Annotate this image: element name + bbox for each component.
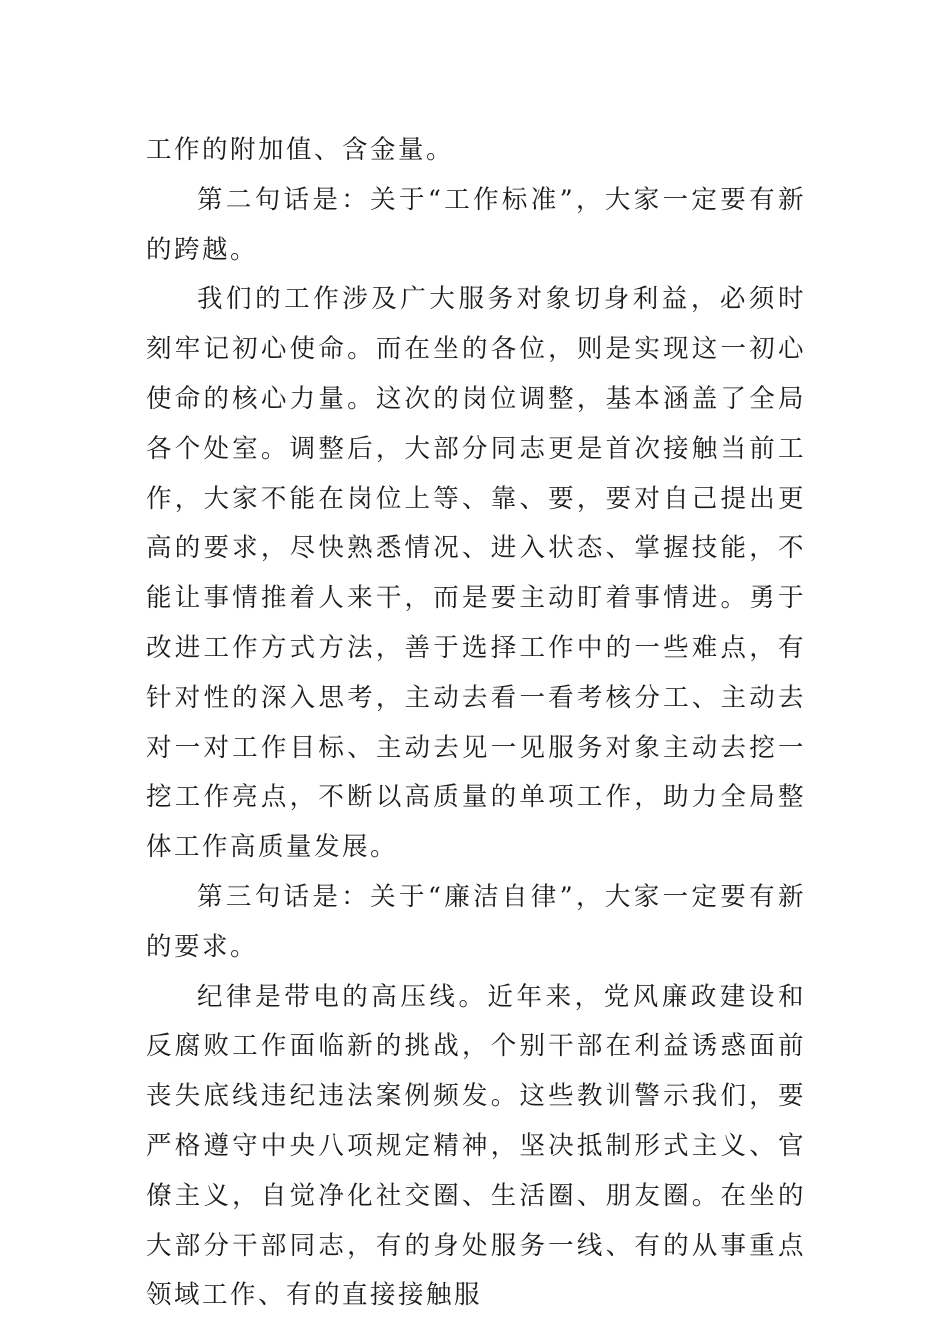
paragraph-4: 第三句话是：关于“廉洁自律”，大家一定要有新的要求。 bbox=[146, 881, 806, 962]
paragraph-5: 纪律是带电的高压线。近年来，党风廉政建设和反腐败工作面临新的挑战，个别干部在利益诱惑面前丧失底线违纪违法案例频发。这些教训警示我们，要严格遵守中央八项规定精神，坚决抵制形式主义、官僚主义，自觉净化社交圈、生活圈、朋友圈。在坐的大部分干部同志，有的身处服务一线、有的从事重点领域工作、有的直接接触服 bbox=[146, 981, 806, 1311]
paragraph-3: 我们的工作涉及广大服务对象切身利益，必须时刻牢记初心使命。而在坐的各位，则是实现这一初心使命的核心力量。这次的岗位调整，基本涵盖了全局各个处室。调整后，大部分同志更是首次接触当前工作，大家不能在岗位上等、靠、要，要对自己提出更高的要求，尽快熟悉情况、进入状态、掌握技能，不能让事情推着人来干，而是要主动盯着事情进。勇于改进工作方式方法，善于选择工作中的一些难点，有针对性的深入思考，主动去看一看考核分工、主动去对一对工作目标、主动去见一见服务对象主动去挖一挖工作亮点，不断以高质量的单项工作，助力全局整体工作高质量发展。 bbox=[146, 284, 806, 863]
paragraph-2: 第二句话是：关于“工作标准”，大家一定要有新的跨越。 bbox=[146, 184, 806, 265]
document-body bbox=[146, 126, 806, 1321]
paragraph-1: 工作的附加值、含金量。 bbox=[146, 135, 455, 165]
